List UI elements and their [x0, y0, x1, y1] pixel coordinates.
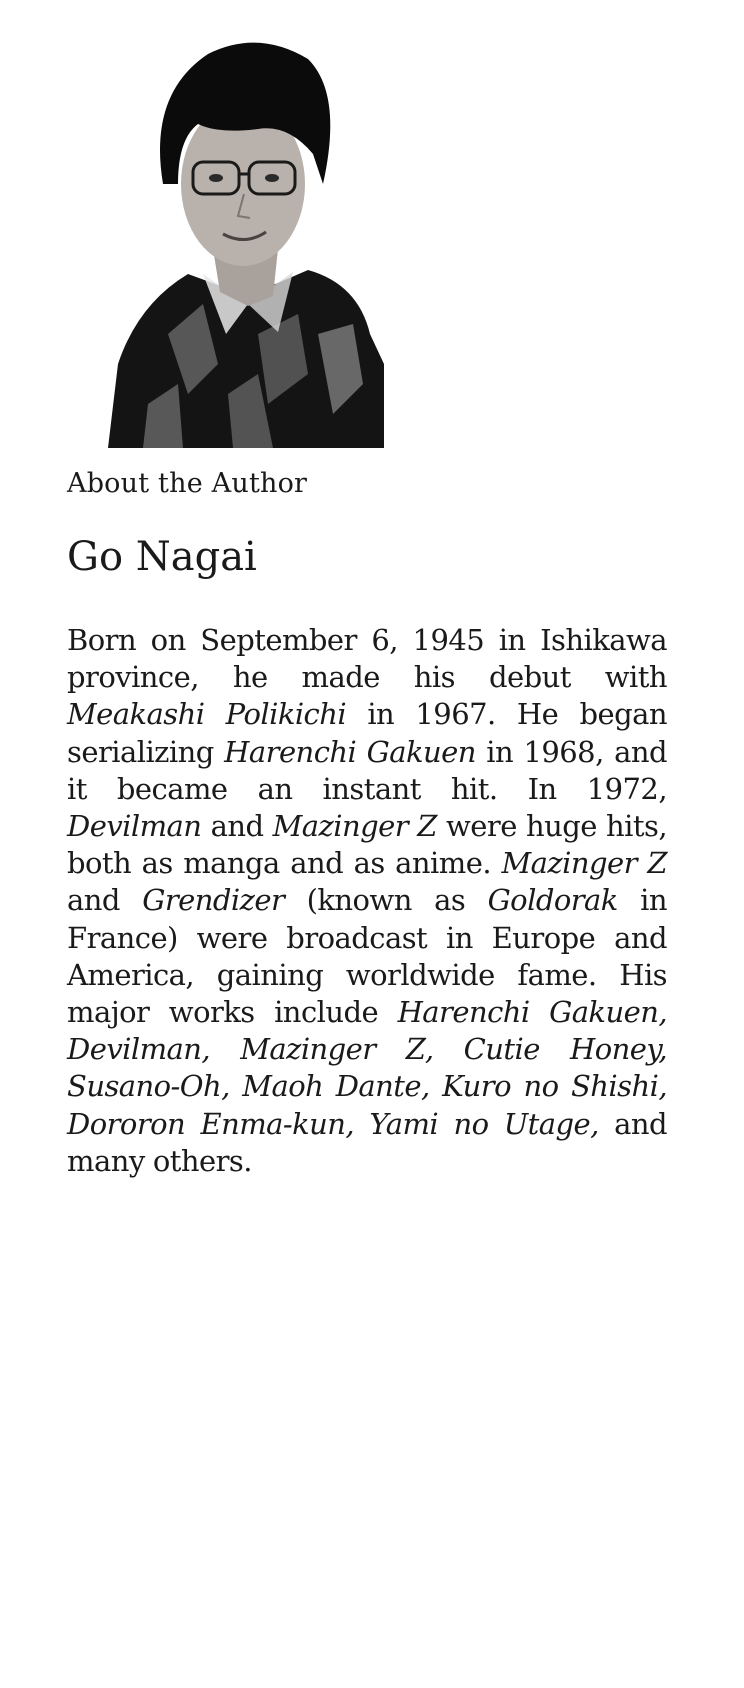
- bio-text: in France) were broadcast in Europe and America, gaining worldwide fame. His major works include: [67, 883, 667, 1030]
- bio-works-list: Harenchi Gakuen, Devilman, Mazinger Z, Cutie Honey, Susano-Oh, Maoh Dante, Kuro no Shishi, Dororon Enma-kun, Yami no Utage,: [67, 995, 667, 1141]
- bio-work-title: Devilman: [67, 809, 202, 844]
- author-portrait-photo: [108, 34, 384, 448]
- bio-work-title: Mazinger Z: [272, 809, 437, 844]
- bio-text: and: [201, 809, 273, 844]
- author-biography: [67, 622, 667, 1180]
- bio-text: and: [67, 883, 143, 918]
- author-portrait-icon: [108, 34, 384, 448]
- bio-text: Born on September 6, 1945 in Ishikawa province, he made his debut with: [67, 623, 667, 695]
- bio-text: and many others.: [67, 1106, 667, 1178]
- bio-text: (known as: [284, 883, 488, 918]
- bio-work-title: Harenchi Gakuen: [224, 734, 476, 769]
- section-label: About the Author: [67, 468, 308, 499]
- bio-text: in 1967. He began serializing: [67, 697, 667, 769]
- author-name: Go Nagai: [67, 534, 257, 580]
- bio-text: in 1968, and it became an instant hit. In 1972,: [67, 734, 667, 806]
- bio-work-title: Goldorak: [487, 883, 618, 918]
- bio-work-title: Mazinger Z: [501, 846, 667, 881]
- bio-work-title: Meakashi Polikichi: [67, 697, 347, 732]
- bio-text: were huge hits, both as manga and as anime.: [67, 809, 668, 881]
- bio-work-title: Grendizer: [142, 883, 285, 918]
